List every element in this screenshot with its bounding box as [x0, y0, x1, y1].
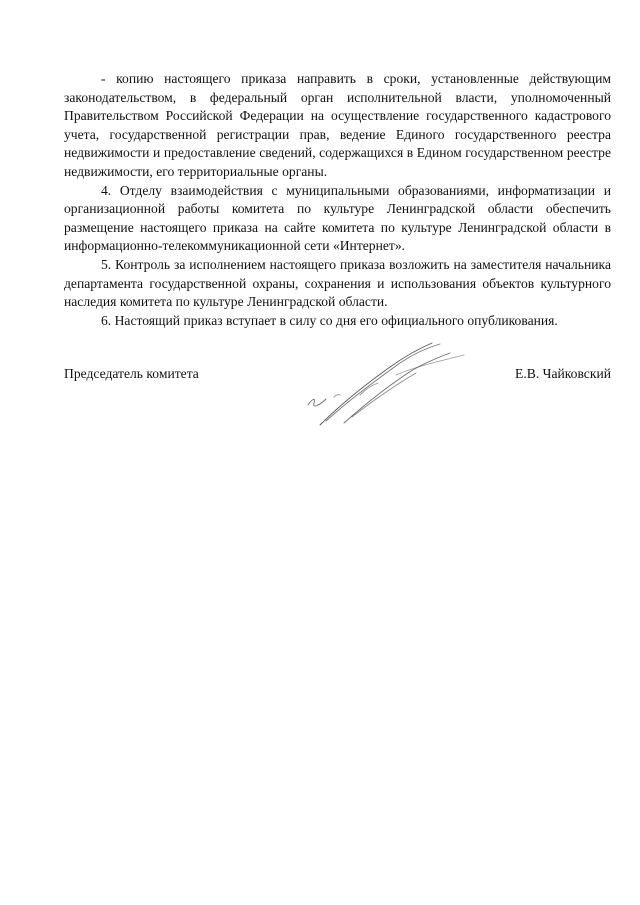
signatory-title: Председатель комитета	[64, 366, 199, 381]
paragraph-copy-order: - копию настоящего приказа направить в сроки, установленные действующим законодательством, в федеральный орган исполнительной власти, уполномоченный Правительством Российской Федерации на осуществление государственного кадастрового учета, государственной регистрации прав, ведение Единого государственного реестра недвижимости и предоставление сведений, содержащихся в Едином государственном реестре недвижимости, его территориальные органы.	[64, 71, 611, 179]
document-body	[64, 70, 611, 330]
paragraph-item-5: 5. Контроль за исполнением настоящего приказа возложить на заместителя начальника департамента государственной охраны, сохранения и использования объектов культурного наследия комитета по культуре Ленинградской области.	[64, 256, 611, 310]
paragraph-item-4: 4. Отделу взаимодействия с муниципальными образованиями, информатизации и организационной работы комитета по культуре Ленинградской области обеспечить размещение настоящего приказа на сайте комитета по культуре Ленинградской области в информационно-телекоммуникационной сети «Интернет».	[64, 182, 611, 254]
handwritten-signature	[300, 335, 470, 430]
signatory-name: Е.В. Чайковский	[515, 366, 611, 381]
paragraph-item-6: 6. Настоящий приказ вступает в силу со дня его официального опубликования.	[101, 312, 558, 328]
